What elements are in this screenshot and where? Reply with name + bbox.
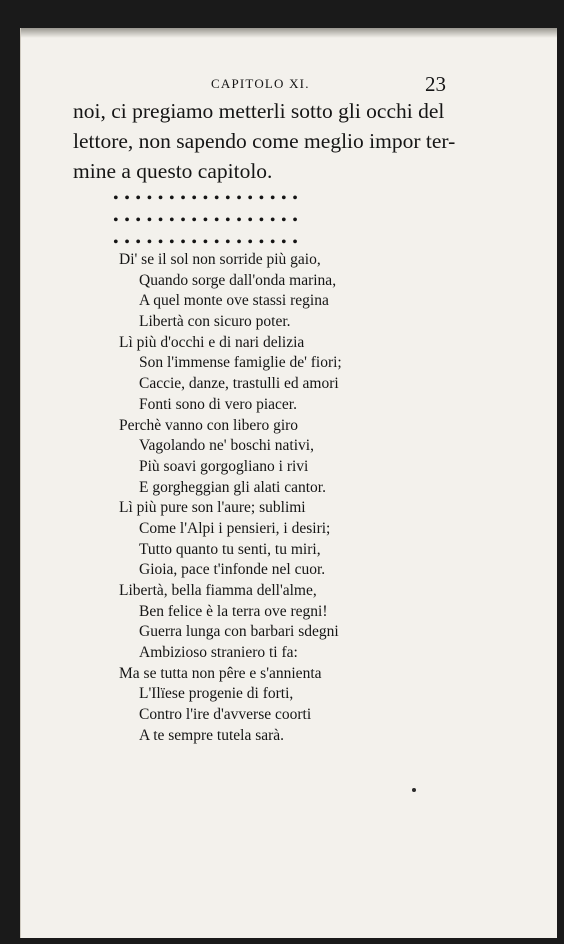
poem-verse: A quel monte ove stassi regina	[139, 292, 329, 310]
poem-verse: Ambizioso straniero ti fa:	[139, 644, 298, 662]
page-header	[21, 72, 557, 98]
ellipsis-row: •••••••••••••••••	[113, 212, 304, 229]
poem-verse: Son l'immense famiglie de' fiori;	[139, 354, 342, 372]
poem-verse: Lì più d'occhi e di nari delizia	[119, 333, 305, 351]
poem-verse: Vagolando ne' boschi nativi,	[139, 437, 314, 455]
poem-verse: Libertà con sicuro poter.	[139, 313, 291, 331]
poem-verse: Perchè vanno con libero giro	[119, 416, 299, 434]
prose-line: lettore, non sapendo come meglio impor ter-	[73, 129, 456, 153]
ellipsis-row: •••••••••••••••••	[113, 234, 304, 251]
poem-verse: E gorgheggian gli alati cantor.	[139, 478, 326, 496]
poem-verse: Lì più pure son l'aure; sublimi	[119, 499, 306, 517]
poem-verse: Gioia, pace t'infonde nel cuor.	[139, 561, 326, 579]
poem-verse: L'Ilïese progenie di forti,	[139, 685, 294, 703]
poem-verse: Quando sorge dall'onda marina,	[139, 271, 337, 289]
ellipsis-row: •••••••••••••••••	[113, 190, 304, 207]
page-top-shadow	[21, 28, 557, 38]
poem-verse: Fonti sono di vero piacer.	[139, 395, 297, 413]
poem-verse: A te sempre tutela sarà.	[139, 726, 285, 744]
poem-verse: Come l'Alpi i pensieri, i desiri;	[139, 519, 331, 537]
ink-speck	[412, 788, 416, 792]
poem-verse: Contro l'ire d'avverse coorti	[139, 706, 312, 724]
poem-verse: Più soavi gorgogliano i rivi	[139, 457, 309, 475]
ellipsis-block	[113, 188, 393, 254]
poem-verse: Guerra lunga con barbari sdegni	[139, 623, 339, 641]
page-number: 23	[425, 72, 446, 96]
poem-verse: Ben felice è la terra ove regni!	[139, 602, 328, 620]
poem-verse: Ma se tutta non pêre e s'annienta	[119, 664, 322, 682]
prose-paragraph	[73, 96, 473, 186]
book-page	[20, 28, 557, 938]
poem-verse: Di' se il sol non sorride più gaio,	[119, 251, 321, 268]
poem-verse: Libertà, bella fiamma dell'alme,	[119, 582, 317, 599]
prose-line: mine a questo capitolo.	[73, 159, 273, 183]
running-head: CAPITOLO XI.	[211, 76, 310, 91]
prose-line: noi, ci pregiamo metterli sotto gli occhi del	[73, 99, 445, 123]
poem-verse: Tutto quanto tu senti, tu miri,	[139, 540, 321, 558]
poem-verse: Caccie, danze, trastulli ed amori	[139, 375, 339, 393]
poem	[21, 250, 557, 747]
